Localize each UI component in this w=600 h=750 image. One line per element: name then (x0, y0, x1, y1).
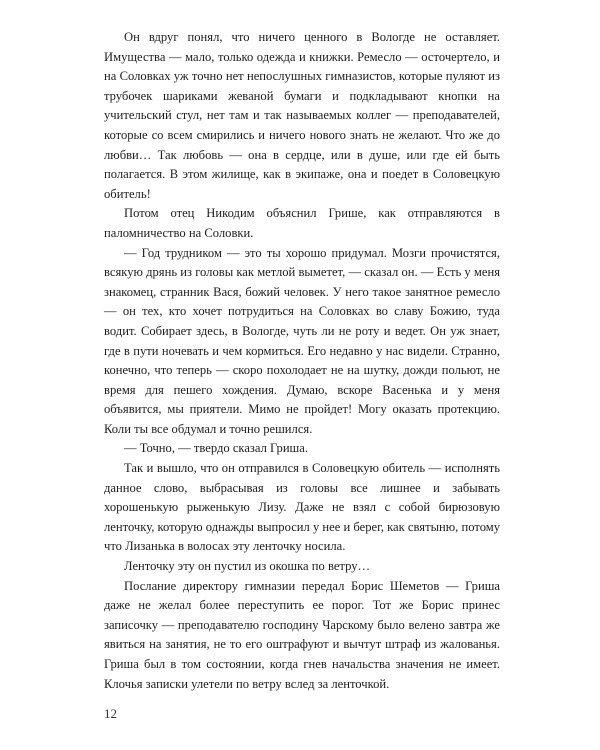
paragraph-2: Потом отец Никодим объяснил Грише, как отправляются в паломничество на Соловки. (104, 206, 500, 240)
page-number: 12 (104, 706, 117, 721)
paragraph-5: Так и вышло, что он отправился в Соловецкую обитель — исполнять данное слово, выбрасывая из головы все лишнее и забывать хорошенькую рыженькую Лизу. Даже не взял с собой бирюзовую ленточку, которую однажды выпросил у нее и берег, как святыню, потому что Лизанька в волосах эту ленточку носила. (104, 461, 501, 554)
paragraph-3: — Год трудником — это ты хорошо придумал. Мозги прочистятся, всякую дрянь из головы как метлой выметет, — сказал он. — Есть у меня знакомец, странник Вася, божий человек. У него такое занятное ремесло — он тех, кто хочет потрудиться на Соловках во славу Божию, туда водит. Собирает здесь, в Вологде, чуть ли не роту и ведет. Он уж знает, где в пути ночевать и чем кормиться. Его недавно у нас видели. Странно, конечно, что теперь — скоро похолодает не на шутку, дожди польют, не время для пешего хождения. Думаю, вскоре Васенька и у меня объявится, мы приятели. Мимо не пройдет! Могу оказать протекцию. Коли ты все обдумал и точно решился. (104, 245, 500, 436)
paragraph-6: Ленточку эту он пустил из окошка по ветру… (124, 559, 371, 574)
paragraph-1: Он вдруг понял, что ничего ценного в Вологде не оставляет. Имущества — мало, только одежда и книжки. Ремесло — осточертело, и на Соловках уж точно нет непослушных гимназистов, которые пуляют из трубочек шариками жеваной бумаги и подкладывают кнопки на учительский стул, нет там и так называемых коллег — преподавателей, которые со всем смирились и ничего нового знать не желают. Что же до любви… Так любовь — она в сердце, или в душе, или где ей быть полагается. В этом жилище, как в экипаже, она и поедет в Соловецкую обитель! (104, 30, 500, 201)
paragraph-7: Послание директору гимназии передал Борис Шеметов — Гриша даже не желал более переступить ее порог. Тот же Борис принес записочку — преподавателю господину Чарскому было велено завтра же явиться на занятия, не то его оштрафуют и вычтут штраф из жалованья. Гриша был в том состоянии, когда гнев начальства значения не имеет. Клочья записки улетели по ветру вслед за ленточкой. (104, 578, 500, 691)
page-body (104, 28, 500, 694)
paragraph-4: — Точно, — твердо сказал Гриша. (124, 441, 308, 456)
